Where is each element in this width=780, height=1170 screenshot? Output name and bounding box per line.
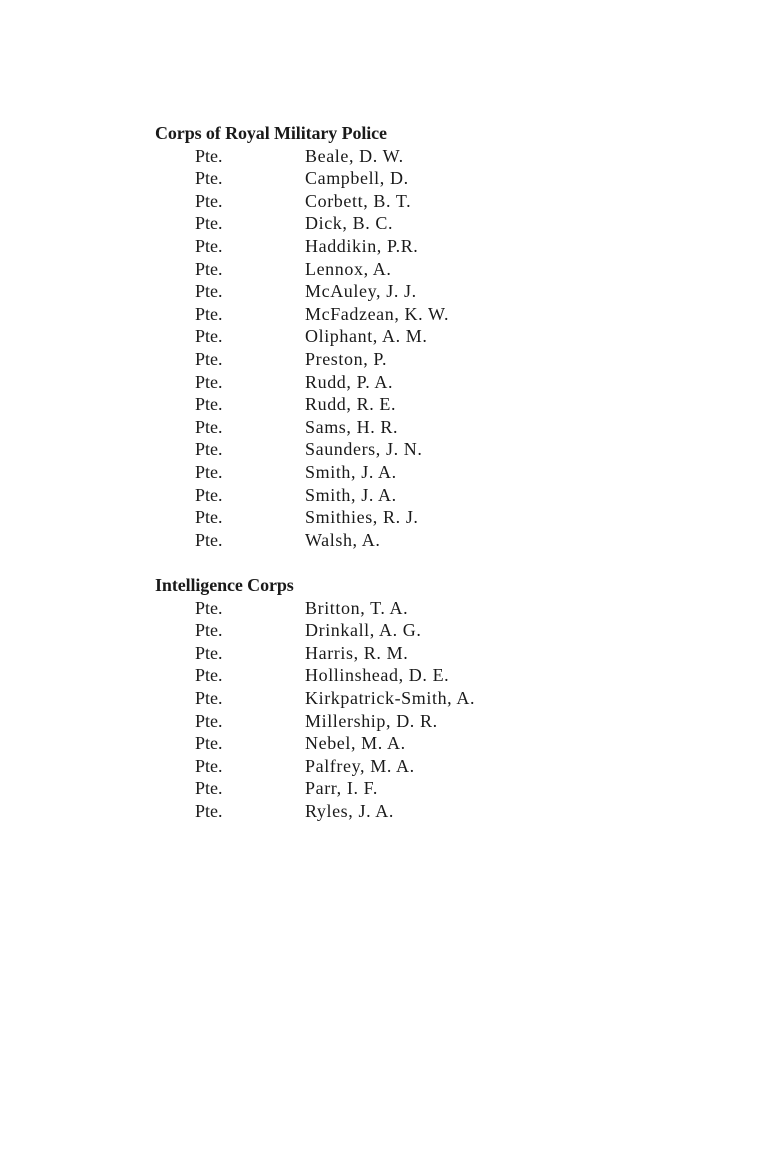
roll-entry bbox=[155, 145, 595, 168]
rank-label: Pte. bbox=[195, 597, 223, 618]
rank-label: Pte. bbox=[195, 800, 223, 821]
roll-entry bbox=[155, 235, 595, 258]
person-name: Dick, B. C. bbox=[305, 213, 394, 234]
roll-entry bbox=[155, 348, 595, 371]
person-name: Campbell, D. bbox=[305, 168, 409, 189]
roll-entry bbox=[155, 732, 595, 755]
person-name: Ryles, J. A. bbox=[305, 800, 394, 821]
rank-label: Pte. bbox=[195, 439, 223, 460]
roll-entry bbox=[155, 664, 595, 687]
person-name: Lennox, A. bbox=[305, 258, 392, 279]
roll-entry bbox=[155, 529, 595, 552]
person-name: McFadzean, K. W. bbox=[305, 303, 450, 324]
rank-label: Pte. bbox=[195, 755, 223, 776]
roll-entry bbox=[155, 597, 595, 620]
person-name: Hollinshead, D. E. bbox=[305, 665, 450, 686]
person-name: Britton, T. A. bbox=[305, 597, 409, 618]
person-name: Kirkpatrick-Smith, A. bbox=[305, 687, 476, 708]
rank-label: Pte. bbox=[195, 303, 223, 324]
person-name: Beale, D. W. bbox=[305, 145, 404, 166]
person-name: Palfrey, M. A. bbox=[305, 755, 415, 776]
roll-entry bbox=[155, 303, 595, 326]
roll-entry bbox=[155, 371, 595, 394]
section-heading: Intelligence Corps bbox=[155, 575, 294, 595]
rank-label: Pte. bbox=[195, 145, 223, 166]
roll-entry bbox=[155, 642, 595, 665]
person-name: Drinkall, A. G. bbox=[305, 620, 422, 641]
rank-label: Pte. bbox=[195, 213, 223, 234]
rank-label: Pte. bbox=[195, 710, 223, 731]
roll-entry bbox=[155, 484, 595, 507]
person-name: Parr, I. F. bbox=[305, 778, 378, 799]
roll-entry bbox=[155, 190, 595, 213]
person-name: Smithies, R. J. bbox=[305, 507, 419, 528]
rank-label: Pte. bbox=[195, 461, 223, 482]
rank-label: Pte. bbox=[195, 642, 223, 663]
rank-label: Pte. bbox=[195, 168, 223, 189]
rank-label: Pte. bbox=[195, 258, 223, 279]
roll-entry bbox=[155, 619, 595, 642]
rank-label: Pte. bbox=[195, 281, 223, 302]
person-name: Haddikin, P.R. bbox=[305, 235, 419, 256]
rank-label: Pte. bbox=[195, 733, 223, 754]
rank-label: Pte. bbox=[195, 416, 223, 437]
section-royal-military-police bbox=[155, 122, 595, 551]
rank-label: Pte. bbox=[195, 665, 223, 686]
roll-entry bbox=[155, 755, 595, 778]
roll-entry bbox=[155, 393, 595, 416]
roll-entry bbox=[155, 280, 595, 303]
person-name: McAuley, J. J. bbox=[305, 281, 417, 302]
roll-list bbox=[155, 145, 595, 552]
person-name: Walsh, A. bbox=[305, 529, 381, 550]
rank-label: Pte. bbox=[195, 507, 223, 528]
roll-entry bbox=[155, 710, 595, 733]
person-name: Millership, D. R. bbox=[305, 710, 438, 731]
rank-label: Pte. bbox=[195, 529, 223, 550]
rank-label: Pte. bbox=[195, 190, 223, 211]
rank-label: Pte. bbox=[195, 235, 223, 256]
rank-label: Pte. bbox=[195, 371, 223, 392]
section-heading: Corps of Royal Military Police bbox=[155, 123, 387, 143]
roll-entry bbox=[155, 416, 595, 439]
roll-entry bbox=[155, 800, 595, 823]
person-name: Rudd, P. A. bbox=[305, 371, 394, 392]
person-name: Rudd, R. E. bbox=[305, 394, 397, 415]
rank-label: Pte. bbox=[195, 778, 223, 799]
roll-entry bbox=[155, 212, 595, 235]
roll-entry bbox=[155, 438, 595, 461]
roll-entry bbox=[155, 777, 595, 800]
person-name: Corbett, B. T. bbox=[305, 190, 412, 211]
person-name: Smith, J. A. bbox=[305, 484, 397, 505]
person-name: Preston, P. bbox=[305, 348, 388, 369]
roll-entry bbox=[155, 506, 595, 529]
rank-label: Pte. bbox=[195, 620, 223, 641]
roll-entry bbox=[155, 461, 595, 484]
roll-entry bbox=[155, 167, 595, 190]
rank-label: Pte. bbox=[195, 484, 223, 505]
rank-label: Pte. bbox=[195, 326, 223, 347]
roll-entry bbox=[155, 258, 595, 281]
roll-list bbox=[155, 597, 595, 823]
person-name: Saunders, J. N. bbox=[305, 439, 423, 460]
roll-entry bbox=[155, 687, 595, 710]
rank-label: Pte. bbox=[195, 687, 223, 708]
person-name: Smith, J. A. bbox=[305, 461, 397, 482]
rank-label: Pte. bbox=[195, 394, 223, 415]
person-name: Nebel, M. A. bbox=[305, 733, 406, 754]
section-intelligence-corps bbox=[155, 574, 595, 823]
rank-label: Pte. bbox=[195, 348, 223, 369]
roll-entry bbox=[155, 325, 595, 348]
person-name: Sams, H. R. bbox=[305, 416, 399, 437]
person-name: Oliphant, A. M. bbox=[305, 326, 428, 347]
person-name: Harris, R. M. bbox=[305, 642, 409, 663]
